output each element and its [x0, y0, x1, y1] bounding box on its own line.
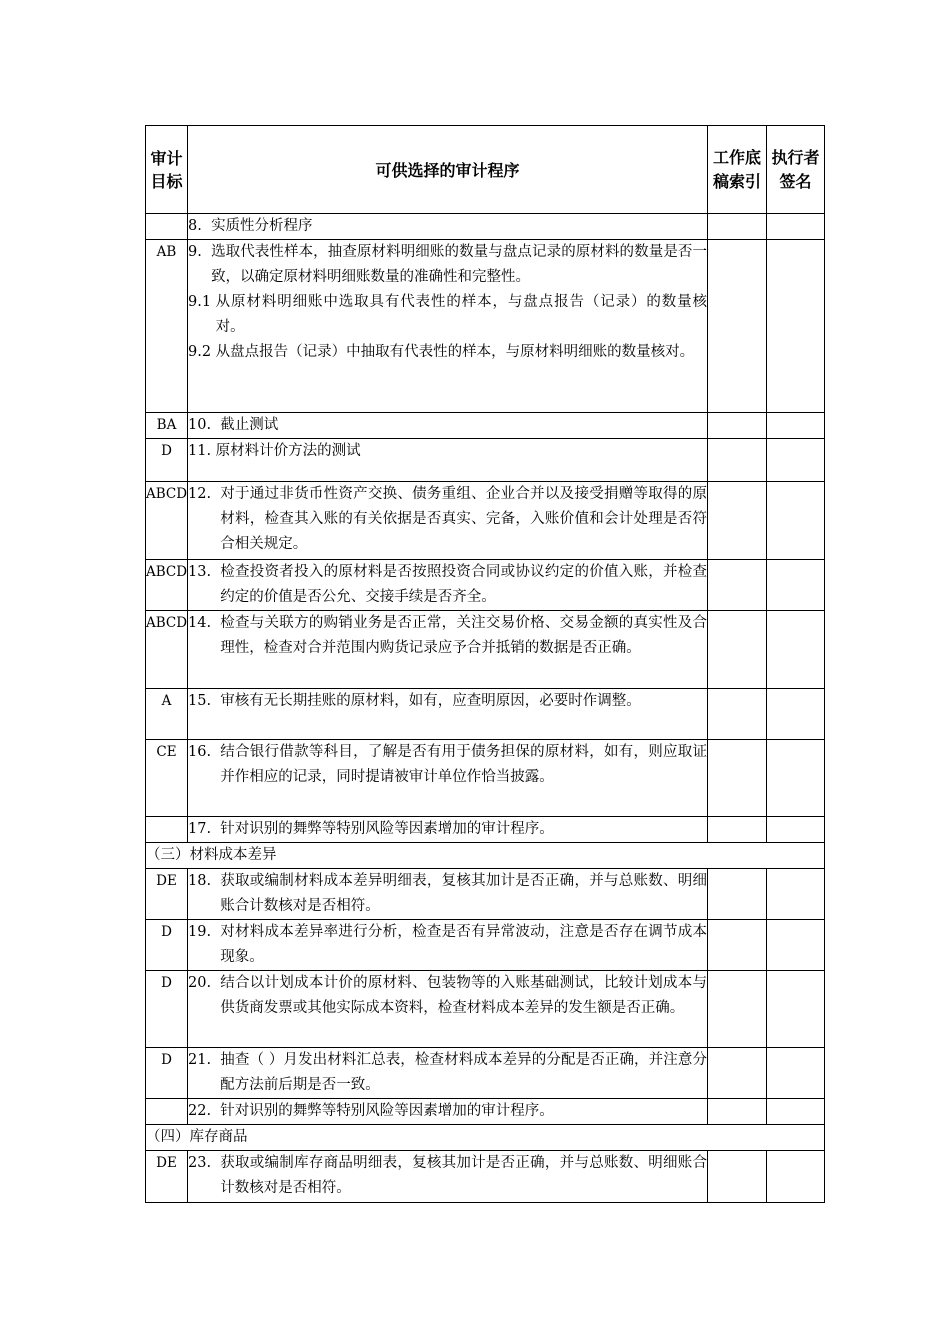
- working-paper-index-cell[interactable]: [708, 817, 767, 843]
- executor-signature-cell[interactable]: [767, 439, 825, 482]
- table-row: [146, 920, 825, 971]
- procedure-number: 20.: [188, 975, 221, 991]
- audit-goal-cell: D: [146, 971, 188, 1048]
- executor-signature-cell[interactable]: [767, 1048, 825, 1099]
- procedure-number: 22.: [188, 1103, 221, 1119]
- working-paper-index-cell[interactable]: [708, 1099, 767, 1125]
- procedure-cell: [188, 740, 708, 817]
- procedure-item: [188, 689, 707, 714]
- audit-goal-cell: CE: [146, 740, 188, 817]
- procedure-number: 16.: [188, 744, 221, 760]
- procedure-number: 12.: [188, 486, 221, 502]
- audit-goal-cell: D: [146, 920, 188, 971]
- procedure-cell: [188, 920, 708, 971]
- procedure-item: [188, 1048, 707, 1098]
- procedure-number: 23.: [188, 1155, 221, 1171]
- audit-goal-cell: [146, 1099, 188, 1125]
- procedure-item: [188, 1099, 707, 1124]
- procedure-item: [188, 413, 707, 438]
- executor-signature-cell[interactable]: [767, 920, 825, 971]
- procedure-item: [188, 290, 707, 340]
- procedure-item: [188, 560, 707, 610]
- working-paper-index-cell[interactable]: [708, 1048, 767, 1099]
- table-header-row: [146, 126, 825, 214]
- table-row: [146, 240, 825, 413]
- audit-goal-cell: [146, 214, 188, 240]
- table-row: [146, 611, 825, 689]
- audit-goal-cell: D: [146, 439, 188, 482]
- working-paper-index-cell[interactable]: [708, 971, 767, 1048]
- table-row: [146, 482, 825, 560]
- procedure-number: 18.: [188, 873, 221, 889]
- executor-signature-cell[interactable]: [767, 740, 825, 817]
- procedure-cell: [188, 413, 708, 439]
- audit-goal-cell: ABCD: [146, 482, 188, 560]
- working-paper-index-cell[interactable]: [708, 482, 767, 560]
- procedure-text: 结合以计划成本计价的原材料、包装物等的入账基础测试，比较计划成本与供货商发票或其他实际成本资料，检查材料成本差异的发生额是否正确。: [220, 975, 707, 1016]
- procedure-text: 审核有无长期挂账的原材料，如有，应查明原因，必要时作调整。: [220, 693, 641, 709]
- executor-signature-cell[interactable]: [767, 817, 825, 843]
- procedure-text: 针对识别的舞弊等特别风险等因素增加的审计程序。: [220, 1103, 554, 1119]
- procedure-item: [188, 214, 707, 239]
- audit-goal-cell: BA: [146, 413, 188, 439]
- table-row: [146, 214, 825, 240]
- audit-goal-cell: [146, 817, 188, 843]
- header-audit-procedure: 可供选择的审计程序: [188, 126, 708, 214]
- working-paper-index-cell[interactable]: [708, 1151, 767, 1203]
- executor-signature-cell[interactable]: [767, 214, 825, 240]
- procedure-text: 获取或编制材料成本差异明细表，复核其加计是否正确，并与总账数、明细账合计数核对是否相符。: [220, 873, 707, 914]
- working-paper-index-cell[interactable]: [708, 611, 767, 689]
- procedure-text: 对材料成本差异率进行分析，检查是否有异常波动，注意是否存在调节成本现象。: [220, 924, 707, 965]
- procedure-item: [188, 439, 707, 464]
- header-executor-signature: 执行者签名: [767, 126, 825, 214]
- executor-signature-cell[interactable]: [767, 1099, 825, 1125]
- procedure-text: 检查与关联方的购销业务是否正常，关注交易价格、交易金额的真实性及合理性，检查对合并范围内购货记录应予合并抵销的数据是否正确。: [220, 615, 707, 656]
- executor-signature-cell[interactable]: [767, 1151, 825, 1203]
- procedure-item: [188, 869, 707, 919]
- procedure-number: 11.: [188, 443, 216, 459]
- executor-signature-cell[interactable]: [767, 482, 825, 560]
- working-paper-index-cell[interactable]: [708, 439, 767, 482]
- header-audit-goal: 审计目标: [146, 126, 188, 214]
- section-row: [146, 843, 825, 869]
- procedure-item: [188, 920, 707, 970]
- executor-signature-cell[interactable]: [767, 413, 825, 439]
- procedure-item: [188, 740, 707, 790]
- table-row: [146, 560, 825, 611]
- working-paper-index-cell[interactable]: [708, 869, 767, 920]
- procedure-text: 原材料计价方法的测试: [215, 443, 361, 459]
- procedure-cell: [188, 971, 708, 1048]
- header-working-paper-index: 工作底稿索引: [708, 126, 767, 214]
- procedure-item: [188, 340, 707, 365]
- audit-goal-cell: AB: [146, 240, 188, 413]
- table-row: [146, 869, 825, 920]
- procedure-cell: [188, 817, 708, 843]
- working-paper-index-cell[interactable]: [708, 413, 767, 439]
- procedure-number: 9.2: [188, 344, 216, 360]
- executor-signature-cell[interactable]: [767, 869, 825, 920]
- audit-goal-cell: ABCD: [146, 611, 188, 689]
- working-paper-index-cell[interactable]: [708, 740, 767, 817]
- section-title: （四）库存商品: [146, 1125, 825, 1151]
- procedure-text: 从盘点报告（记录）中抽取有代表性的样本，与原材料明细账的数量核对。: [215, 344, 695, 360]
- procedure-cell: [188, 689, 708, 740]
- audit-goal-cell: DE: [146, 869, 188, 920]
- procedure-text: 结合银行借款等科目，了解是否有用于债务担保的原材料，如有，则应取证并作相应的记录，同时提请被审计单位作恰当披露。: [220, 744, 707, 785]
- procedure-text: 截止测试: [220, 417, 279, 433]
- audit-goal-cell: DE: [146, 1151, 188, 1203]
- table-row: [146, 1099, 825, 1125]
- procedure-cell: [188, 1151, 708, 1203]
- procedure-cell: [188, 560, 708, 611]
- working-paper-index-cell[interactable]: [708, 240, 767, 413]
- procedure-item: [188, 240, 707, 290]
- procedure-cell: [188, 482, 708, 560]
- audit-goal-cell: D: [146, 1048, 188, 1099]
- executor-signature-cell[interactable]: [767, 971, 825, 1048]
- procedure-cell: [188, 240, 708, 413]
- audit-goal-cell: ABCD: [146, 560, 188, 611]
- procedure-item: [188, 1151, 707, 1201]
- section-row: [146, 1125, 825, 1151]
- table-row: [146, 439, 825, 482]
- procedure-number: 8.: [188, 218, 212, 234]
- audit-goal-cell: A: [146, 689, 188, 740]
- procedure-number: 13.: [188, 564, 221, 580]
- procedure-cell: [188, 214, 708, 240]
- table-row: [146, 413, 825, 439]
- procedure-number: 14.: [188, 615, 221, 631]
- executor-signature-cell[interactable]: [767, 240, 825, 413]
- executor-signature-cell[interactable]: [767, 689, 825, 740]
- procedure-cell: [188, 1048, 708, 1099]
- procedure-number: 19.: [188, 924, 221, 940]
- table-body: [146, 214, 825, 1203]
- procedure-number: 9.1: [188, 294, 216, 310]
- procedure-text: 实质性分析程序: [211, 218, 313, 234]
- procedure-text: 选取代表性样本，抽查原材料明细账的数量与盘点记录的原材料的数量是否一致，以确定原材料明细账数量的准确性和完整性。: [211, 244, 707, 285]
- working-paper-index-cell[interactable]: [708, 920, 767, 971]
- executor-signature-cell[interactable]: [767, 611, 825, 689]
- procedure-item: [188, 817, 707, 842]
- procedure-text: 检查投资者投入的原材料是否按照投资合同或协议约定的价值入账，并检查约定的价值是否公允、交接手续是否齐全。: [220, 564, 707, 605]
- section-title: （三）材料成本差异: [146, 843, 825, 869]
- procedure-cell: [188, 611, 708, 689]
- procedure-cell: [188, 869, 708, 920]
- table-row: [146, 1151, 825, 1203]
- procedure-cell: [188, 439, 708, 482]
- table-row: [146, 740, 825, 817]
- table-row: [146, 689, 825, 740]
- procedure-text: 从原材料明细账中选取具有代表性的样本，与盘点报告（记录）的数量核对。: [215, 294, 707, 335]
- procedure-text: 获取或编制库存商品明细表，复核其加计是否正确，并与总账数、明细账合计数核对是否相符。: [220, 1155, 707, 1196]
- procedure-number: 9.: [188, 244, 212, 260]
- audit-procedure-table: [145, 125, 825, 1203]
- procedure-item: [188, 611, 707, 661]
- procedure-cell: [188, 1099, 708, 1125]
- working-paper-index-cell[interactable]: [708, 689, 767, 740]
- procedure-item: [188, 971, 707, 1021]
- table-row: [146, 1048, 825, 1099]
- procedure-item: [188, 482, 707, 557]
- procedure-text: 抽查（ ）月发出材料汇总表，检查材料成本差异的分配是否正确，并注意分配方法前后期是否一致。: [220, 1052, 707, 1093]
- working-paper-index-cell[interactable]: [708, 560, 767, 611]
- procedure-number: 21.: [188, 1052, 221, 1068]
- procedure-text: 针对识别的舞弊等特别风险等因素增加的审计程序。: [220, 821, 554, 837]
- procedure-number: 17.: [188, 821, 221, 837]
- executor-signature-cell[interactable]: [767, 560, 825, 611]
- working-paper-index-cell[interactable]: [708, 214, 767, 240]
- table-row: [146, 817, 825, 843]
- procedure-number: 15.: [188, 693, 221, 709]
- procedure-number: 10.: [188, 417, 221, 433]
- procedure-text: 对于通过非货币性资产交换、债务重组、企业合并以及接受捐赠等取得的原材料，检查其入账的有关依据是否真实、完备，入账价值和会计处理是否符合相关规定。: [220, 486, 707, 552]
- table-row: [146, 971, 825, 1048]
